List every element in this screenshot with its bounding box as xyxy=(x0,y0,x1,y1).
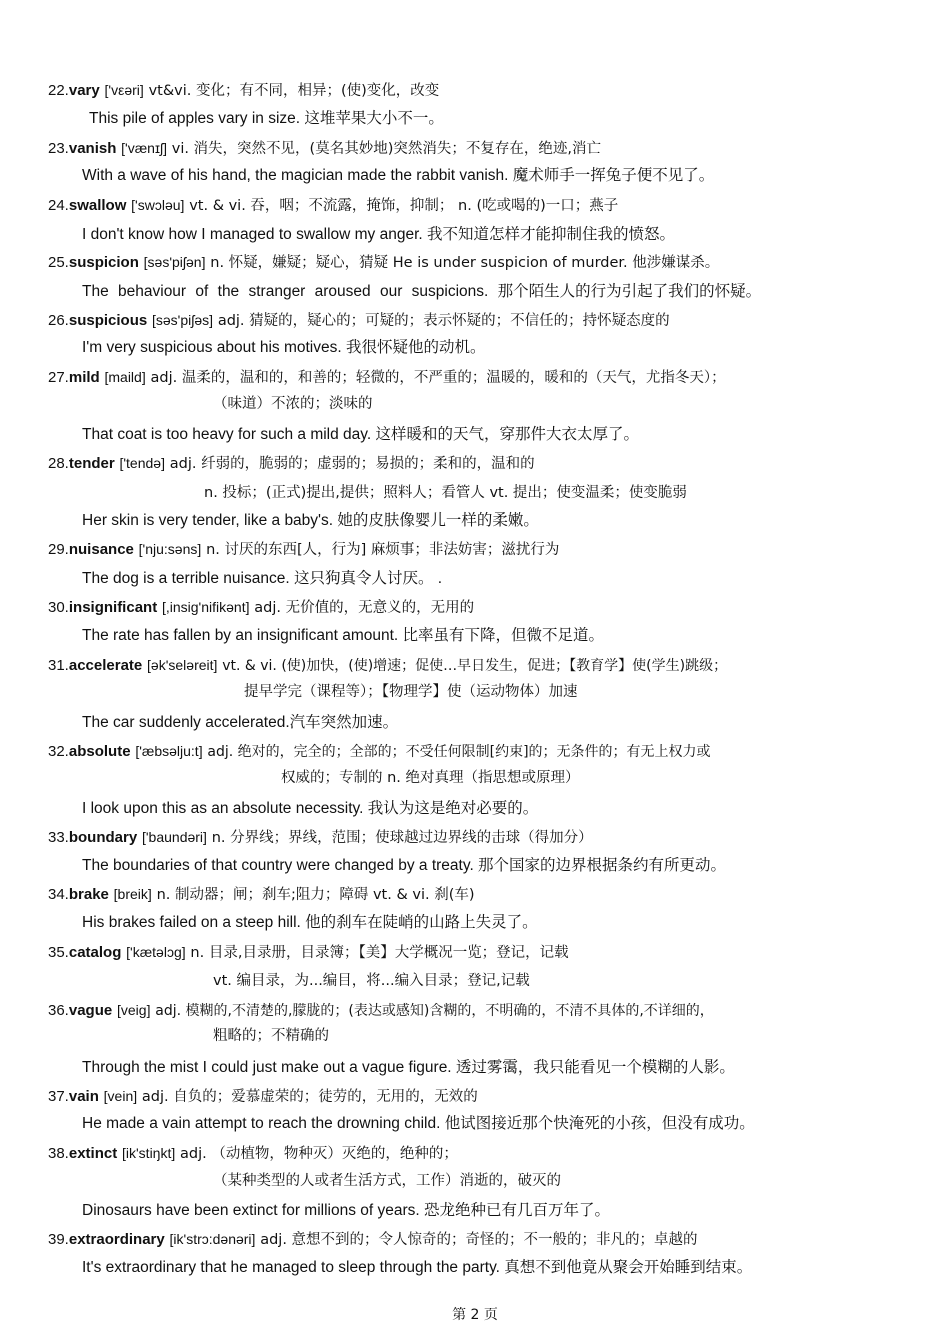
entry-number: 33. xyxy=(48,829,69,846)
entry-word: vary xyxy=(68,82,100,99)
entry-definition: adj. 猜疑的，疑心的；可疑的；表示怀疑的；不信任的；持怀疑态度的 xyxy=(217,313,670,329)
entry-number: 25. xyxy=(48,254,69,271)
entry-example: Dinosaurs have been extinct for millions of years. 恐龙绝种已有几百万年了。 xyxy=(82,1202,611,1219)
entry-phonetic: [səs'piʃəs] xyxy=(152,312,214,328)
entry-number: 28. xyxy=(48,455,69,472)
entry-phonetic: [səs'piʃən] xyxy=(143,254,206,270)
entry-phonetic: ['nju:səns] xyxy=(138,541,202,557)
entry-number: 35. xyxy=(48,944,69,961)
entry-example: I don't know how I managed to swallow my anger. 我不知道怎样才能抑制住我的愤怒。 xyxy=(82,226,676,243)
entry-definition: adj. 自负的；爱慕虚荣的；徒劳的，无用的，无效的 xyxy=(141,1089,478,1105)
entry-word: suspicious xyxy=(68,312,148,329)
entry-phonetic: ['vεəri] xyxy=(104,82,144,98)
entry-example: Her skin is very tender, like a baby's. 她的皮肤像婴儿一样的柔嫩。 xyxy=(82,512,539,529)
entry-definition-continued: 权威的；专制的 n. 绝对真理（指思想或原理） xyxy=(281,770,580,786)
entry-number: 37. xyxy=(48,1088,69,1105)
entry-definition-continued: （味道）不浓的；淡味的 xyxy=(213,396,373,412)
entry-number: 39. xyxy=(48,1231,69,1248)
entry-definition: adj. 绝对的，完全的；全部的；不受任何限制[约束]的；无条件的；有无上权力或 xyxy=(207,744,711,760)
entry-number: 32. xyxy=(48,743,69,760)
entry-word: vanish xyxy=(68,140,117,157)
entry-number: 30. xyxy=(48,599,69,616)
entry-definition-continued: 粗略的；不精确的 xyxy=(213,1028,329,1044)
entry-phonetic: [ək'seləreit] xyxy=(147,657,218,673)
entry-example: This pile of apples vary in size. 这堆苹果大小不一。 xyxy=(89,110,444,127)
entry-word: insignificant xyxy=(68,599,158,616)
entry-example: Through the mist I could just make out a vague figure. 透过雾霭，我只能看见一个模糊的人影。 xyxy=(82,1059,735,1076)
entry-phonetic: ['vænɪʃ] xyxy=(121,140,167,156)
entry-definition-continued: （某种类型的人或者生活方式，工作）消逝的，破灭的 xyxy=(213,1173,561,1189)
entry-example: The dog is a terrible nuisance. 这只狗真令人讨厌。 . xyxy=(82,570,443,587)
entry-phonetic: ['tendə] xyxy=(119,455,165,471)
entry-number: 29. xyxy=(48,541,69,558)
entry-example: It's extraordinary that he managed to sleep through the party. 真想不到他竟从聚会开始睡到结束。 xyxy=(82,1259,753,1276)
entry-definition: n. 制动器；闸；刹车;阻力；障碍 vt. & vi. 刹(车) xyxy=(156,887,475,903)
entry-example: His brakes failed on a steep hill. 他的刹车在陡峭的山路上失灵了。 xyxy=(82,914,538,931)
entry-example: I'm very suspicious about his motives. 我很怀疑他的动机。 xyxy=(82,339,486,356)
entry-definition: n. 目录,目录册，目录簿；【美】大学概况一览；登记，记载 xyxy=(190,945,569,961)
entry-phonetic: [breik] xyxy=(113,886,152,902)
entry-example: The rate has fallen by an insignificant amount. 比率虽有下降，但微不足道。 xyxy=(82,627,605,644)
entry-number: 23. xyxy=(48,140,69,157)
entry-number: 24. xyxy=(48,197,69,214)
entry-word: swallow xyxy=(68,197,127,214)
entry-word: vague xyxy=(68,1002,113,1019)
entry-example: The car suddenly accelerated.汽车突然加速。 xyxy=(82,714,399,731)
entry-definition: vi. 消失，突然不见，(莫名其妙地)突然消失；不复存在，绝迹,消亡 xyxy=(171,141,601,157)
entry-definition: vt. & vi. (使)加快，(使)增速；促使…早日发生，促进；【教育学】使(学生)跳级； xyxy=(222,658,728,674)
entry-definition: adj. 模糊的,不清楚的,朦胧的；(表达或感知)含糊的，不明确的，不清不具体的,不详细的， xyxy=(155,1003,714,1019)
entry-word: vain xyxy=(68,1088,99,1105)
entry-definition: adj. 纤弱的，脆弱的；虚弱的；易损的；柔和的，温和的 xyxy=(169,456,535,472)
entry-definition-continued: 提早学完（课程等）；【物理学】使（运动物体）加速 xyxy=(244,684,578,700)
entry-example: The boundaries of that country were changed by a treaty. 那个国家的边界根据条约有所更动。 xyxy=(82,857,727,874)
entry-definition: adj. 意想不到的；令人惊奇的；奇怪的；不一般的；非凡的；卓越的 xyxy=(260,1232,698,1248)
entry-phonetic: [maild] xyxy=(104,369,146,385)
entry-phonetic: ['swɔləu] xyxy=(131,197,185,213)
entry-phonetic: ['æbsəlju:t] xyxy=(135,743,203,759)
entry-phonetic: ['kætəlɔg] xyxy=(126,944,186,960)
entry-number: 31. xyxy=(48,657,69,674)
entry-phonetic: [veig] xyxy=(117,1002,151,1018)
page-number: 第 2 页 xyxy=(452,1307,498,1323)
entry-number: 34. xyxy=(48,886,69,903)
entry-example: That coat is too heavy for such a mild day. 这样暖和的天气，穿那件大衣太厚了。 xyxy=(82,426,639,443)
entry-definition: n. 讨厌的东西[人，行为] 麻烦事；非法妨害；滋扰行为 xyxy=(206,542,560,558)
entry-word: tender xyxy=(68,455,115,472)
entry-definition: adj. 温柔的，温和的，和善的；轻微的，不严重的；温暖的，暖和的（天气，尤指冬天）； xyxy=(150,370,726,386)
entry-word: extraordinary xyxy=(68,1231,165,1248)
entry-definition: adj. 无价值的，无意义的，无用的 xyxy=(254,600,475,616)
entry-number: 22. xyxy=(48,82,69,99)
entry-definition: n. 怀疑，嫌疑；疑心，猜疑 He is under suspicion of murder. 他涉嫌谋杀。 xyxy=(210,255,720,271)
entry-phonetic: ['baundəri] xyxy=(141,829,207,845)
entry-phonetic: [,insig'nifikənt] xyxy=(161,599,250,615)
entry-word: nuisance xyxy=(68,541,134,558)
entry-example: I look upon this as an absolute necessity. 我认为这是绝对必要的。 xyxy=(82,800,539,817)
entry-word: catalog xyxy=(68,944,122,961)
entry-word: accelerate xyxy=(68,657,143,674)
entry-word: mild xyxy=(68,369,100,386)
entry-phonetic: [vein] xyxy=(103,1088,138,1104)
entry-definition: vt&vi. 变化；有不同，相异；(使)变化，改变 xyxy=(148,83,440,99)
entry-example: With a wave of his hand, the magician made the rabbit vanish. 魔术师手一挥兔子便不见了。 xyxy=(82,167,715,184)
entry-definition-continued: n. 投标；(正式)提出,提供；照料人；看管人 vt. 提出；使变温柔；使变脆弱 xyxy=(204,485,687,501)
entry-number: 27. xyxy=(48,369,69,386)
entry-phonetic: [ik'strɔ:dənəri] xyxy=(169,1231,256,1247)
entry-word: suspicion xyxy=(68,254,139,271)
entry-phonetic: [ik'stiŋkt] xyxy=(122,1145,176,1161)
entry-definition: adj. （动植物，物种灭）灭绝的，绝种的； xyxy=(180,1146,458,1162)
entry-word: brake xyxy=(68,886,109,903)
entry-number: 38. xyxy=(48,1145,69,1162)
entry-word: absolute xyxy=(68,743,131,760)
entry-word: extinct xyxy=(68,1145,118,1162)
entry-number: 26. xyxy=(48,312,69,329)
entry-number: 36. xyxy=(48,1002,69,1019)
entry-example: He made a vain attempt to reach the drowning child. 他试图接近那个快淹死的小孩，但没有成功。 xyxy=(82,1115,755,1132)
entry-definition-continued: vt. 编目录，为...编目，将...编入目录；登记,记载 xyxy=(213,973,530,989)
entry-example: The behaviour of the stranger aroused our suspicions. 那个陌生人的行为引起了我们的怀疑。 xyxy=(82,283,762,300)
entry-definition: n. 分界线；界线，范围；使球越过边界线的击球（得加分） xyxy=(211,830,593,846)
entry-word: boundary xyxy=(68,829,138,846)
entry-definition: vt. & vi. 吞，咽；不流露，掩饰，抑制； n. (吃或喝的)一口；燕子 xyxy=(189,198,619,214)
